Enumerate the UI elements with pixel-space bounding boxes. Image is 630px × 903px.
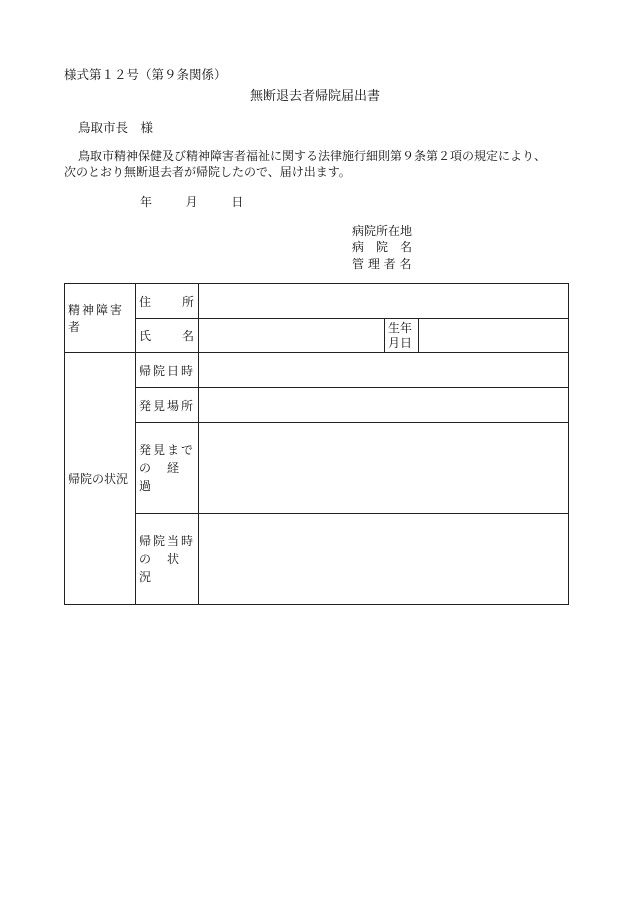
date-month-label: 月 [185, 195, 198, 209]
return-datetime-label: 帰院日時 [136, 353, 199, 388]
notification-form-table [64, 283, 569, 605]
patient-section-label: 精神障害者 [65, 284, 136, 353]
situation-at-return-field[interactable] [199, 514, 569, 605]
document-title: 無断退去者帰院届出書 [249, 89, 380, 104]
name-label: 氏 名 [136, 319, 199, 353]
name-field[interactable] [199, 319, 385, 353]
hospital-address-label: 病院所在地 [352, 224, 413, 238]
return-status-section-label: 帰院の状況 [65, 353, 136, 605]
addressee: 鳥取市長 様 [78, 120, 154, 135]
address-field[interactable] [199, 284, 569, 319]
body-text-line-2: 次のとおり無断退去者が帰院したので、届け出ます。 [64, 165, 351, 179]
address-label: 住 所 [136, 284, 199, 319]
situation-at-return-label: 帰院当時 の 状 況 [136, 514, 199, 605]
body-text-line-1: 鳥取市精神保健及び精神障害者福祉に関する法律施行細則第９条第２項の規定により、 [78, 149, 547, 163]
return-datetime-field[interactable] [199, 353, 569, 388]
hospital-name-label: 病 院 名 [352, 240, 413, 254]
date-of-birth-field[interactable] [419, 319, 569, 353]
found-place-label: 発見場所 [136, 388, 199, 423]
date-line [140, 193, 243, 210]
date-of-birth-label: 生年 月日 [385, 319, 419, 353]
process-until-found-label: 発見まで の 経 過 [136, 423, 199, 514]
process-until-found-field[interactable] [199, 423, 569, 514]
found-place-field[interactable] [199, 388, 569, 423]
form-number: 様式第１２号（第９条関係） [64, 67, 227, 82]
administrator-name-label: 管 理 者 名 [352, 257, 412, 271]
date-year-label: 年 [140, 195, 153, 209]
date-day-label: 日 [231, 195, 244, 209]
